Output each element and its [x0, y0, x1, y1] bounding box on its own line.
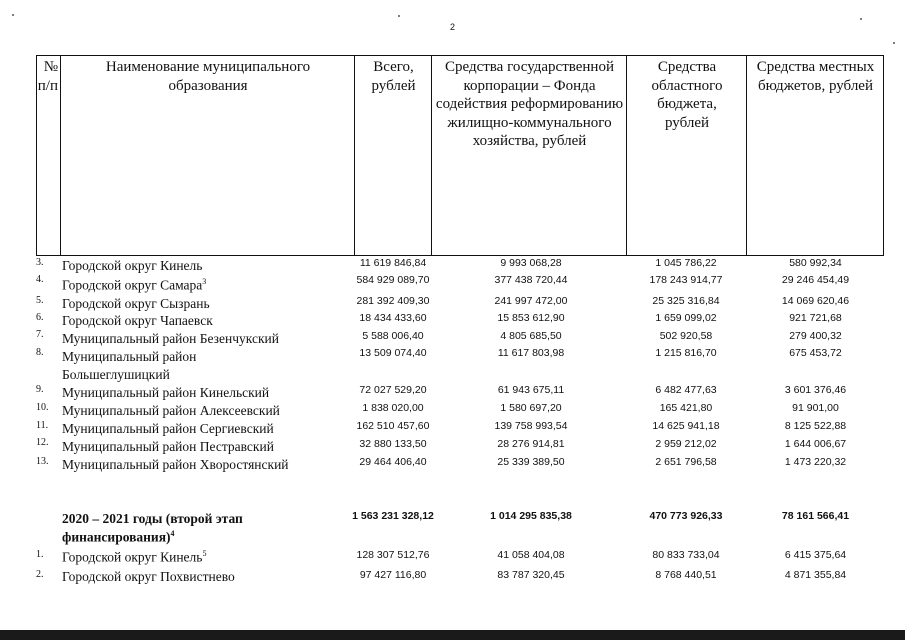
row-name: Муниципальный район Сергиевский [62, 421, 274, 436]
row-regional: 6 482 477,63 [655, 384, 717, 396]
col-divider [883, 55, 884, 256]
row-number: 3. [36, 257, 44, 268]
row-fund: 11 617 803,98 [497, 347, 565, 359]
row-fund: 25 339 389,50 [497, 456, 565, 468]
row-number: 9. [36, 384, 44, 395]
row-number: 6. [36, 312, 44, 323]
row-name: Городской округ Чапаевск [62, 313, 213, 328]
row-total: 1 838 020,00 [362, 402, 424, 414]
row-local: 3 601 376,46 [784, 384, 847, 396]
row-regional: 25 325 316,84 [652, 295, 720, 307]
row-local: 29 246 454,49 [781, 274, 850, 286]
row-total: 281 392 409,30 [356, 295, 430, 307]
row-total: 162 510 457,60 [356, 420, 430, 432]
row-total: 18 434 433,60 [359, 312, 427, 324]
row-regional: 1 045 786,22 [655, 257, 717, 269]
row-regional: 80 833 733,04 [652, 549, 720, 561]
row-regional: 2 651 796,58 [655, 456, 717, 468]
row-regional: 502 920,58 [659, 330, 713, 342]
row-regional: 2 959 212,02 [655, 438, 717, 450]
row-fund: 139 758 993,54 [494, 420, 568, 432]
row-number: 5. [36, 295, 44, 306]
row-regional: 1 659 099,02 [655, 312, 717, 324]
row-number: 1. [36, 549, 44, 560]
row-local: 279 400,32 [789, 330, 842, 342]
row-name: Муниципальный район Безенчукский [62, 331, 279, 346]
row-number: 4. [36, 274, 44, 285]
row-fund: 61 943 675,11 [497, 384, 565, 396]
page-number: 2 [449, 22, 455, 32]
row-number: 8. [36, 347, 44, 358]
stage-regional: 470 773 926,33 [649, 510, 723, 522]
scan-speck [860, 18, 862, 20]
scan-speck [398, 15, 400, 17]
header-regional: Средства областного бюджета, рублей [651, 59, 723, 131]
row-total: 97 427 116,80 [359, 569, 427, 581]
row-local: 4 871 355,84 [784, 569, 847, 581]
stage-local: 78 161 566,41 [781, 510, 850, 522]
row-local: 14 069 620,46 [781, 295, 850, 307]
row-local: 921 721,68 [789, 312, 842, 324]
row-local: 6 415 375,64 [784, 549, 847, 561]
row-regional: 165 421,80 [659, 402, 713, 414]
footnote-mark: 5 [202, 549, 207, 558]
stage-total: 1 563 231 328,12 [352, 510, 434, 522]
row-fund: 41 058 404,08 [497, 549, 565, 561]
footnote-mark: 4 [170, 529, 175, 538]
row-name: Муниципальный район Хворостянский [62, 457, 289, 472]
row-local: 675 453,72 [789, 347, 842, 359]
row-number: 7. [36, 329, 44, 340]
row-local: 1 473 220,32 [784, 456, 847, 468]
row-name: Муниципальный район [62, 349, 197, 364]
row-total: 128 307 512,76 [356, 549, 430, 561]
row-local: 580 992,34 [789, 257, 842, 269]
row-fund: 377 438 720,44 [494, 274, 568, 286]
row-total: 5 588 006,40 [362, 330, 424, 342]
row-total: 32 880 133,50 [359, 438, 427, 450]
row-name: Городской округ Похвистнево [62, 569, 235, 584]
row-fund: 28 276 914,81 [497, 438, 565, 450]
row-regional: 8 768 440,51 [655, 569, 717, 581]
row-number: 12. [36, 437, 49, 448]
row-number: 10. [36, 402, 49, 413]
row-fund: 4 805 685,50 [500, 330, 562, 342]
row-regional: 178 243 914,77 [649, 274, 723, 286]
scan-speck [12, 14, 14, 16]
row-name-continued: Большеглушицкий [62, 367, 170, 382]
row-name: Городской округ Самара$^3$ [62, 277, 207, 293]
row-total: 13 509 074,40 [359, 347, 427, 359]
row-regional: 14 625 941,18 [652, 420, 720, 432]
row-local: 8 125 522,88 [784, 420, 847, 432]
row-name: Городской округ Кинель$^5$ [62, 549, 207, 565]
row-number: 11. [36, 420, 49, 431]
row-fund: 241 997 472,00 [494, 295, 568, 307]
header-fund: Средства государственной корпорации – Фонда содействия реформированию жилищно-коммунального хозяйства, рублей [435, 59, 624, 149]
row-fund: 83 787 320,45 [497, 569, 565, 581]
row-fund: 15 853 612,90 [497, 312, 565, 324]
stage-title-continued: финансирования)$^4$ [62, 529, 175, 545]
row-fund: 9 993 068,28 [500, 257, 562, 269]
row-name: Муниципальный район Пестравский [62, 439, 274, 454]
header-local: Средства местных бюджетов, рублей [756, 59, 875, 94]
stage-title: 2020 – 2021 годы (второй этап [62, 511, 243, 526]
header-num: № п/п [37, 59, 58, 94]
scan-bottom-edge [0, 630, 905, 640]
row-local: 91 901,00 [792, 402, 839, 414]
row-local: 1 644 006,67 [784, 438, 847, 450]
row-name: Городской округ Сызрань [62, 296, 210, 311]
row-number: 13. [36, 456, 49, 467]
row-fund: 1 580 697,20 [500, 402, 562, 414]
header-name: Наименование муниципального образования [105, 59, 311, 94]
row-total: 11 619 846,84 [359, 257, 427, 269]
row-total: 29 464 406,40 [359, 456, 427, 468]
footnote-mark: 3 [202, 277, 207, 286]
row-total: 584 929 089,70 [356, 274, 430, 286]
header-total: Всего, рублей [371, 59, 416, 94]
row-name: Муниципальный район Кинельский [62, 385, 270, 400]
row-total: 72 027 529,20 [359, 384, 427, 396]
stage-fund: 1 014 295 835,38 [490, 510, 572, 522]
scan-speck [893, 42, 895, 44]
row-name: Городской округ Кинель [62, 258, 203, 273]
row-regional: 1 215 816,70 [655, 347, 717, 359]
row-name: Муниципальный район Алексеевский [62, 403, 280, 418]
row-number: 2. [36, 569, 44, 580]
